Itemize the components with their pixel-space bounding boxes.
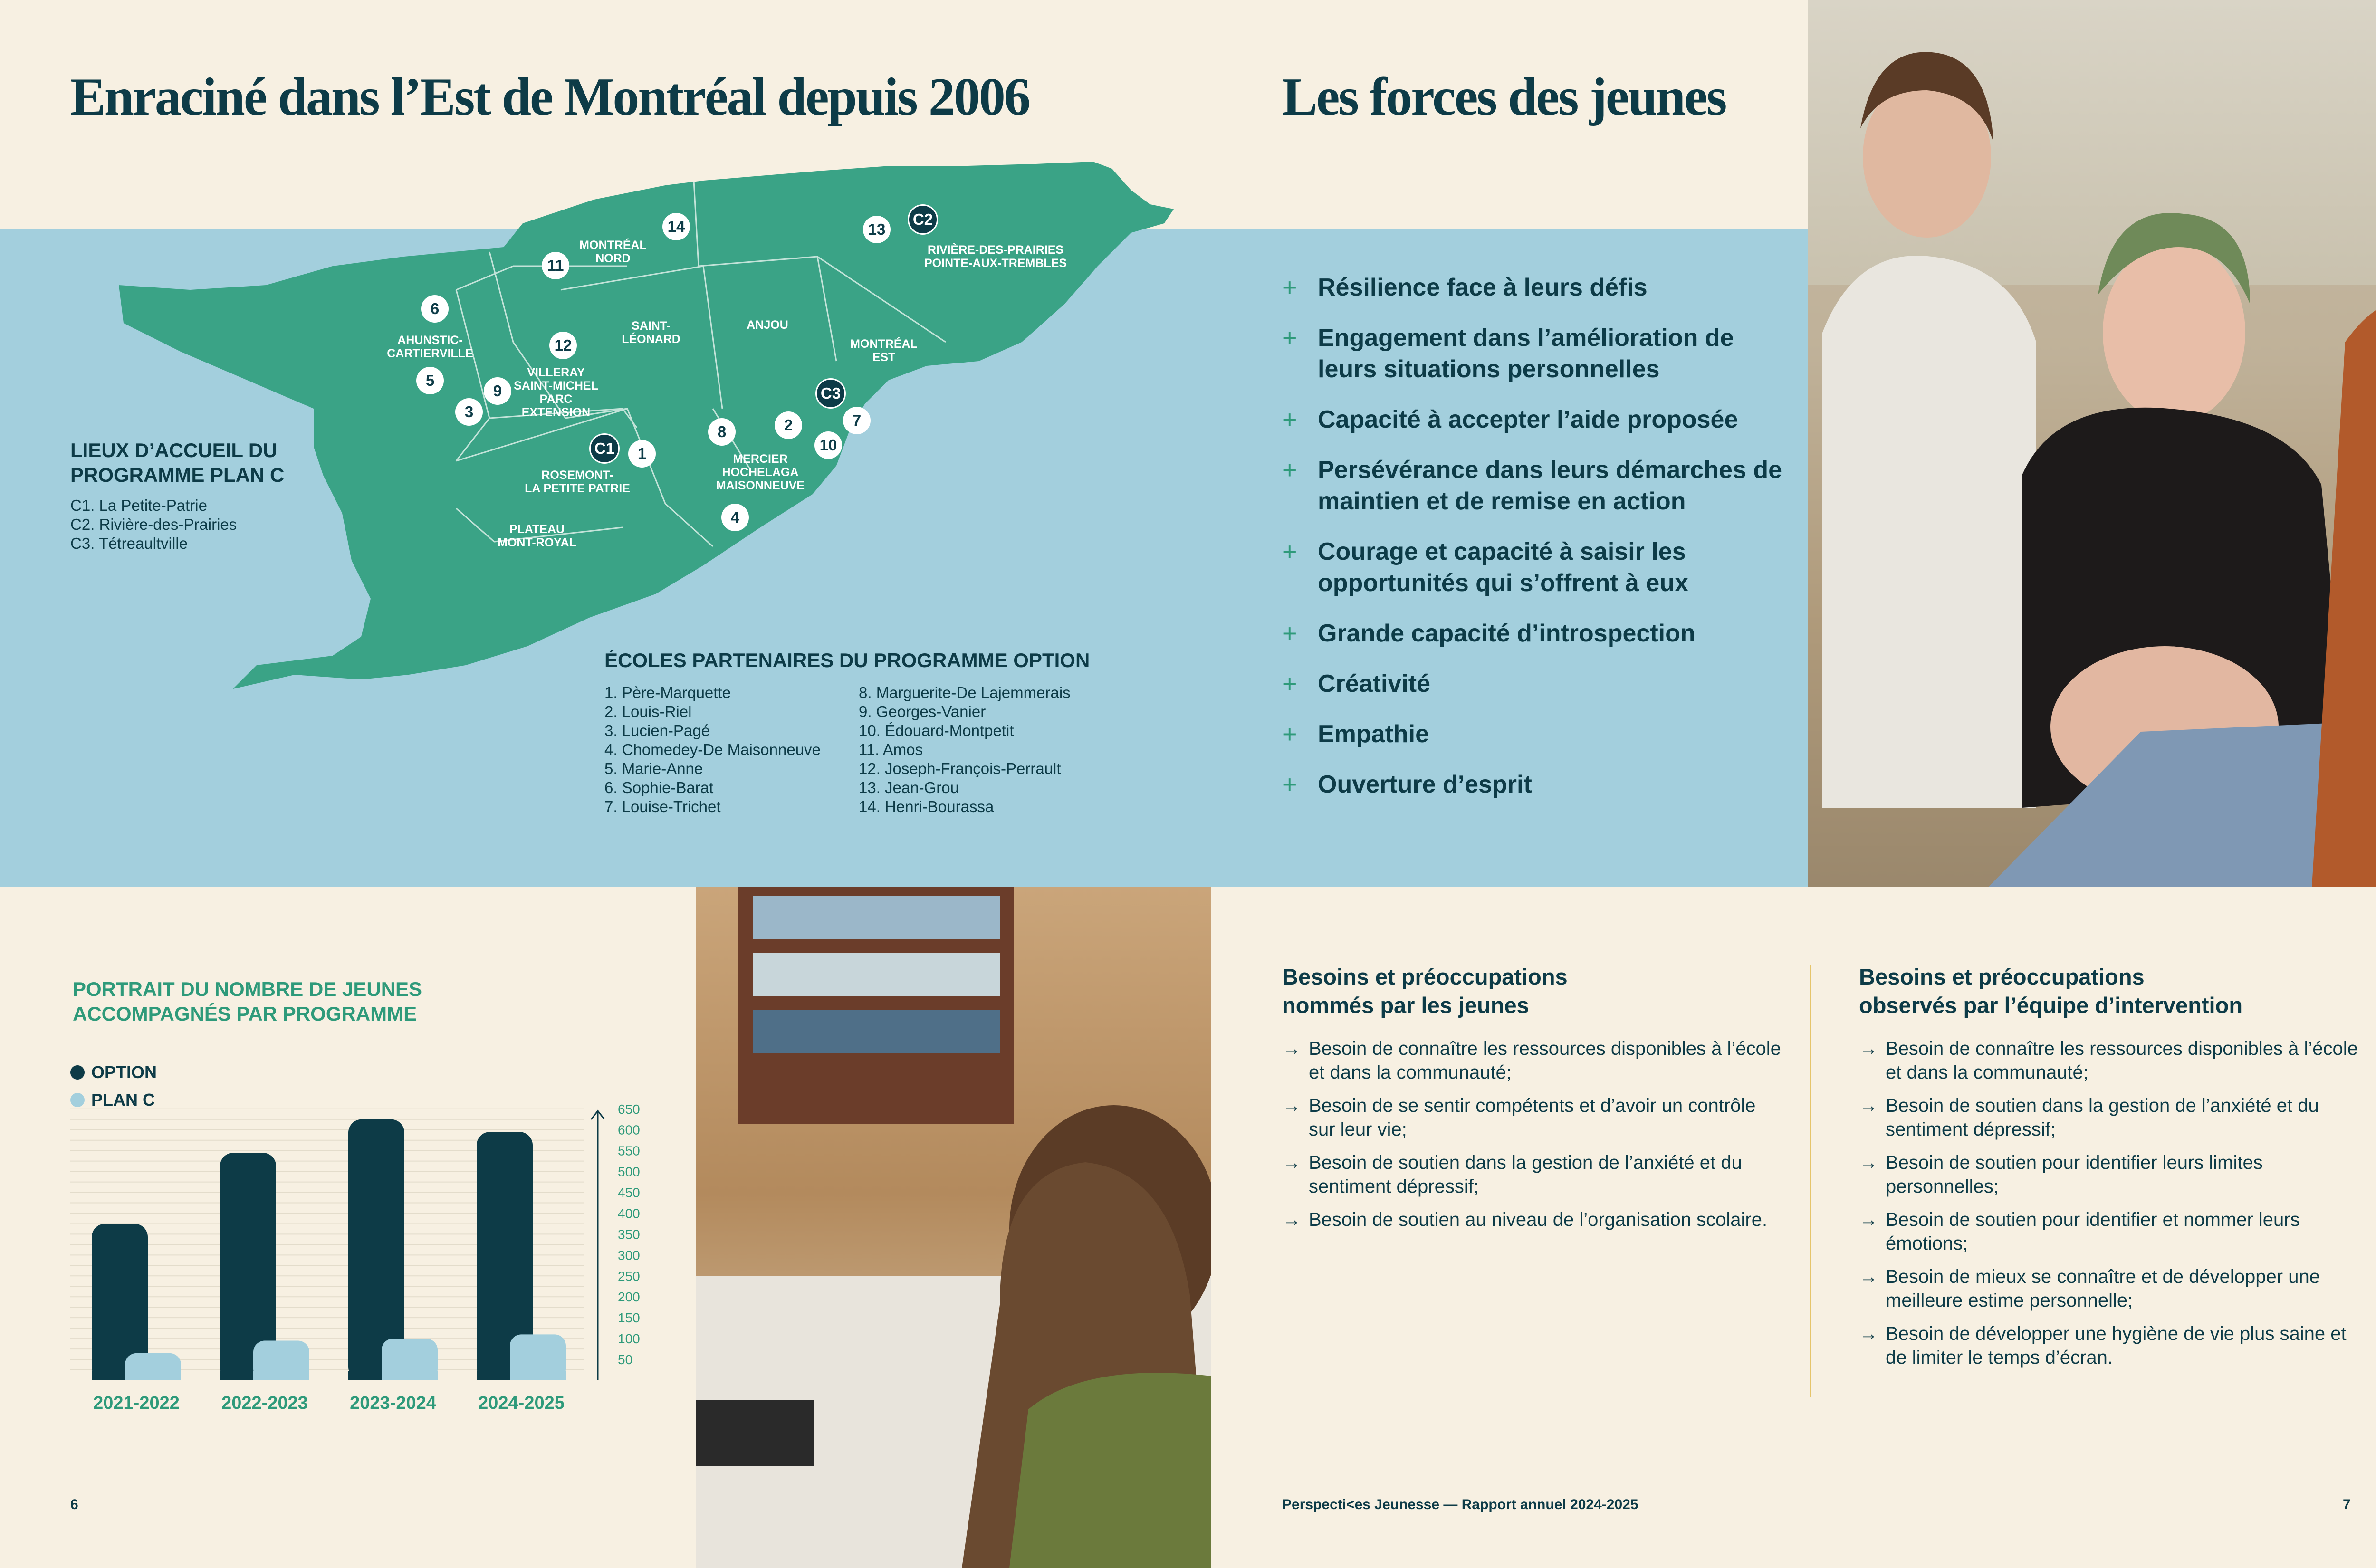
- page-number-left: 6: [70, 1497, 78, 1512]
- site-badge: C2: [908, 204, 938, 235]
- school-item: 12. Joseph-François-Perrault: [859, 760, 1061, 777]
- bar-planc-base: [510, 1371, 566, 1380]
- y-tick-label: 300: [618, 1248, 640, 1263]
- school-item: 3. Lucien-Pagé: [604, 722, 710, 739]
- school-item: 11. Amos: [859, 741, 923, 758]
- strength-item: [1282, 618, 1795, 649]
- need-item: [1859, 1322, 2363, 1369]
- school-item: 8. Marguerite-De Lajemmerais: [859, 684, 1071, 701]
- school-item: 9. Georges-Vanier: [859, 703, 986, 720]
- arrow-right-icon: →: [1282, 1152, 1301, 1173]
- strength-text: Ouverture d’esprit: [1318, 771, 1532, 798]
- plan-c-item: C1. La Petite-Patrie: [70, 497, 207, 514]
- photo-youth-group-art: [1808, 0, 2376, 887]
- strength-item: [1282, 404, 1795, 435]
- school-item: 14. Henri-Bourassa: [859, 798, 994, 815]
- bar-planc-base: [382, 1371, 438, 1380]
- strength-item: [1282, 272, 1795, 303]
- legend-option: [70, 1062, 157, 1082]
- y-tick-label: 250: [618, 1269, 640, 1284]
- need-text: Besoin de soutien pour identifier et nommer leurs émotions;: [1886, 1209, 2300, 1254]
- photo-student-studying-art: [696, 887, 1211, 1568]
- legend-option-label: OPTION: [91, 1062, 157, 1082]
- strength-item: [1282, 718, 1795, 750]
- plan-c-item: C2. Rivière-des-Prairies: [70, 516, 237, 533]
- arrow-right-icon: →: [1282, 1209, 1301, 1230]
- need-item: [1282, 1037, 1786, 1084]
- plus-icon: +: [1282, 720, 1297, 748]
- school-badge: 8: [708, 418, 736, 446]
- arrow-right-icon: →: [1859, 1209, 1878, 1230]
- arrow-right-icon: →: [1859, 1095, 1878, 1116]
- column-divider: [1810, 965, 1811, 1397]
- strength-text: Empathie: [1318, 720, 1429, 748]
- strength-item: [1282, 769, 1795, 800]
- strength-text: Grande capacité d’introspection: [1318, 620, 1696, 647]
- school-badge: 3: [455, 398, 483, 426]
- bar-chart: [67, 1102, 684, 1416]
- strengths-list: [1282, 272, 1795, 819]
- strength-item: [1282, 454, 1795, 517]
- school-item: 6. Sophie-Barat: [604, 779, 714, 796]
- y-tick-label: 450: [618, 1185, 640, 1200]
- school-badge: 11: [542, 252, 569, 279]
- school-badge: 7: [843, 407, 871, 434]
- need-item: [1282, 1151, 1786, 1198]
- legend-option-swatch: [70, 1065, 85, 1080]
- strength-text: Persévérance dans leurs démarches de maintien et de remise en action: [1318, 456, 1782, 515]
- arrow-right-icon: →: [1282, 1095, 1301, 1116]
- need-item: [1859, 1037, 2363, 1084]
- school-badge: 14: [662, 213, 690, 240]
- y-tick-label: 400: [618, 1206, 640, 1221]
- plus-icon: +: [1282, 273, 1297, 302]
- school-badge: 4: [721, 504, 749, 531]
- option-schools-title: ÉCOLES PARTENAIRES DU PROGRAMME OPTION: [604, 649, 1090, 671]
- x-tick-label: 2024-2025: [478, 1393, 565, 1413]
- need-text: Besoin de connaître les ressources disponibles à l’école et dans la communauté;: [1886, 1038, 2358, 1083]
- hood-montreal-est: MONTRÉAL EST: [850, 337, 918, 364]
- x-tick-label: 2023-2024: [350, 1393, 436, 1413]
- need-text: Besoin de soutien au niveau de l’organisation scolaire.: [1309, 1209, 1768, 1230]
- hood-villeray: VILLERAY SAINT-MICHEL PARC EXTENSION: [514, 366, 598, 419]
- right-title: Les forces des jeunes: [1282, 67, 1726, 126]
- plus-icon: +: [1282, 669, 1297, 698]
- needs-team-title-2: observés par l’équipe d’intervention: [1859, 993, 2243, 1018]
- plus-icon: +: [1282, 405, 1297, 434]
- strength-item: [1282, 536, 1795, 599]
- needs-youth-title-2: nommés par les jeunes: [1282, 993, 1529, 1018]
- school-badge: 9: [484, 377, 511, 405]
- page-number-right: 7: [2343, 1497, 2351, 1512]
- need-text: Besoin de mieux se connaître et de développer une meilleure estime personnelle;: [1886, 1266, 2320, 1311]
- y-tick-label: 550: [618, 1143, 640, 1158]
- option-schools-legend: [604, 649, 1127, 816]
- plus-icon: +: [1282, 324, 1297, 352]
- school-item: 1. Père-Marquette: [604, 684, 731, 701]
- needs-youth-title-1: Besoins et préoccupations: [1282, 964, 1568, 989]
- hood-mercier: MERCIER HOCHELAGA MAISONNEUVE: [716, 452, 805, 492]
- need-text: Besoin de connaître les ressources disponibles à l’école et dans la communauté;: [1309, 1038, 1781, 1083]
- plus-icon: +: [1282, 537, 1297, 566]
- y-tick-label: 350: [618, 1227, 640, 1242]
- plan-c-title-1: LIEUX D’ACCUEIL DU: [70, 439, 278, 461]
- chart-title-line2: ACCOMPAGNÉS PAR PROGRAMME: [73, 1003, 417, 1025]
- school-badge: 12: [549, 332, 577, 359]
- y-tick-label: 200: [618, 1290, 640, 1305]
- chart-title: [73, 977, 422, 1026]
- school-badge: 10: [814, 431, 842, 459]
- option-schools-col2: [859, 683, 1071, 816]
- school-badge: 6: [421, 295, 449, 323]
- hood-ahunstic-cartierville: AHUNSTIC- CARTIERVILLE: [387, 334, 473, 360]
- plan-c-item: C3. Tétreaultville: [70, 535, 188, 552]
- needs-team: [1859, 963, 2363, 1379]
- school-badge: 1: [628, 440, 656, 468]
- school-badge: 5: [416, 367, 444, 394]
- plus-icon: +: [1282, 619, 1297, 648]
- needs-youth: [1282, 963, 1786, 1241]
- publication-title: Perspecti<es Jeunesse — Rapport annuel 2024-2025: [1282, 1497, 1638, 1512]
- strength-text: Créativité: [1318, 670, 1430, 698]
- school-item: 7. Louise-Trichet: [604, 798, 721, 815]
- school-badge: 2: [775, 411, 802, 439]
- need-text: Besoin de soutien dans la gestion de l’anxiété et du sentiment dépressif;: [1309, 1152, 1742, 1197]
- strength-text: Capacité à accepter l’aide proposée: [1318, 406, 1738, 433]
- hood-saint-leonard: SAINT- LÉONARD: [622, 319, 680, 346]
- strength-item: [1282, 668, 1795, 699]
- needs-team-title-1: Besoins et préoccupations: [1859, 964, 2145, 989]
- strength-text: Courage et capacité à saisir les opportunités qui s’offrent à eux: [1318, 538, 1689, 597]
- school-item: 13. Jean-Grou: [859, 779, 959, 796]
- hood-rosemont: ROSEMONT- LA PETITE PATRIE: [525, 468, 630, 495]
- bar-planc-base: [253, 1371, 309, 1380]
- need-item: [1859, 1265, 2363, 1312]
- arrow-right-icon: →: [1859, 1323, 1878, 1344]
- arrow-right-icon: →: [1859, 1152, 1878, 1173]
- hood-anjou: ANJOU: [747, 318, 788, 332]
- y-tick-label: 150: [618, 1310, 640, 1326]
- strength-text: Engagement dans l’amélioration de leurs situations personnelles: [1318, 324, 1734, 383]
- need-item: [1282, 1094, 1786, 1141]
- y-tick-label: 650: [618, 1102, 640, 1117]
- need-item: [1859, 1094, 2363, 1141]
- school-item: 2. Louis-Riel: [604, 703, 692, 720]
- school-item: 5. Marie-Anne: [604, 760, 703, 777]
- hood-riviere-des-prairies: RIVIÈRE-DES-PRAIRIES POINTE-AUX-TREMBLES: [924, 243, 1067, 270]
- site-badge: C3: [815, 378, 846, 409]
- school-item: 4. Chomedey-De Maisonneuve: [604, 741, 821, 758]
- plus-icon: +: [1282, 456, 1297, 484]
- school-item: 10. Édouard-Montpetit: [859, 722, 1014, 739]
- y-tick-label: 600: [618, 1122, 640, 1138]
- strength-text: Résilience face à leurs défis: [1318, 274, 1648, 301]
- need-item: [1282, 1208, 1786, 1232]
- strength-item: [1282, 322, 1795, 385]
- y-tick-label: 500: [618, 1164, 640, 1179]
- plus-icon: +: [1282, 770, 1297, 799]
- legend-planc-label: PLAN C: [91, 1090, 155, 1109]
- arrow-right-icon: →: [1859, 1266, 1878, 1287]
- need-text: Besoin de développer une hygiène de vie plus saine et de limiter le temps d’écran.: [1886, 1323, 2347, 1368]
- left-title: Enraciné dans l’Est de Montréal depuis 2006: [70, 67, 1029, 126]
- y-tick-label: 100: [618, 1331, 640, 1347]
- arrow-right-icon: →: [1282, 1038, 1301, 1059]
- x-tick-label: 2021-2022: [93, 1393, 180, 1413]
- y-tick-label: 50: [618, 1352, 633, 1367]
- x-tick-label: 2022-2023: [221, 1393, 308, 1413]
- need-text: Besoin de soutien dans la gestion de l’anxiété et du sentiment dépressif;: [1886, 1095, 2319, 1140]
- chart-title-line1: PORTRAIT DU NOMBRE DE JEUNES: [73, 978, 422, 1000]
- bar-planc-base: [125, 1371, 181, 1380]
- arrow-right-icon: →: [1859, 1038, 1878, 1059]
- need-item: [1859, 1151, 2363, 1198]
- need-text: Besoin de soutien pour identifier leurs limites personnelles;: [1886, 1152, 2263, 1197]
- hood-plateau: PLATEAU MONT-ROYAL: [498, 523, 576, 549]
- need-text: Besoin de se sentir compétents et d’avoir un contrôle sur leur vie;: [1309, 1095, 1756, 1140]
- hood-montreal-nord: MONTRÉAL NORD: [579, 239, 647, 265]
- need-item: [1859, 1208, 2363, 1255]
- school-badge: 13: [863, 216, 891, 243]
- photo-youth-group: [1808, 0, 2376, 887]
- photo-student-studying: [696, 887, 1211, 1568]
- plan-c-title-2: PROGRAMME PLAN C: [70, 464, 285, 486]
- option-schools-col1: [604, 683, 859, 816]
- plan-c-legend: [70, 438, 355, 553]
- site-badge: C1: [589, 433, 620, 464]
- montreal-map: [0, 0, 1236, 713]
